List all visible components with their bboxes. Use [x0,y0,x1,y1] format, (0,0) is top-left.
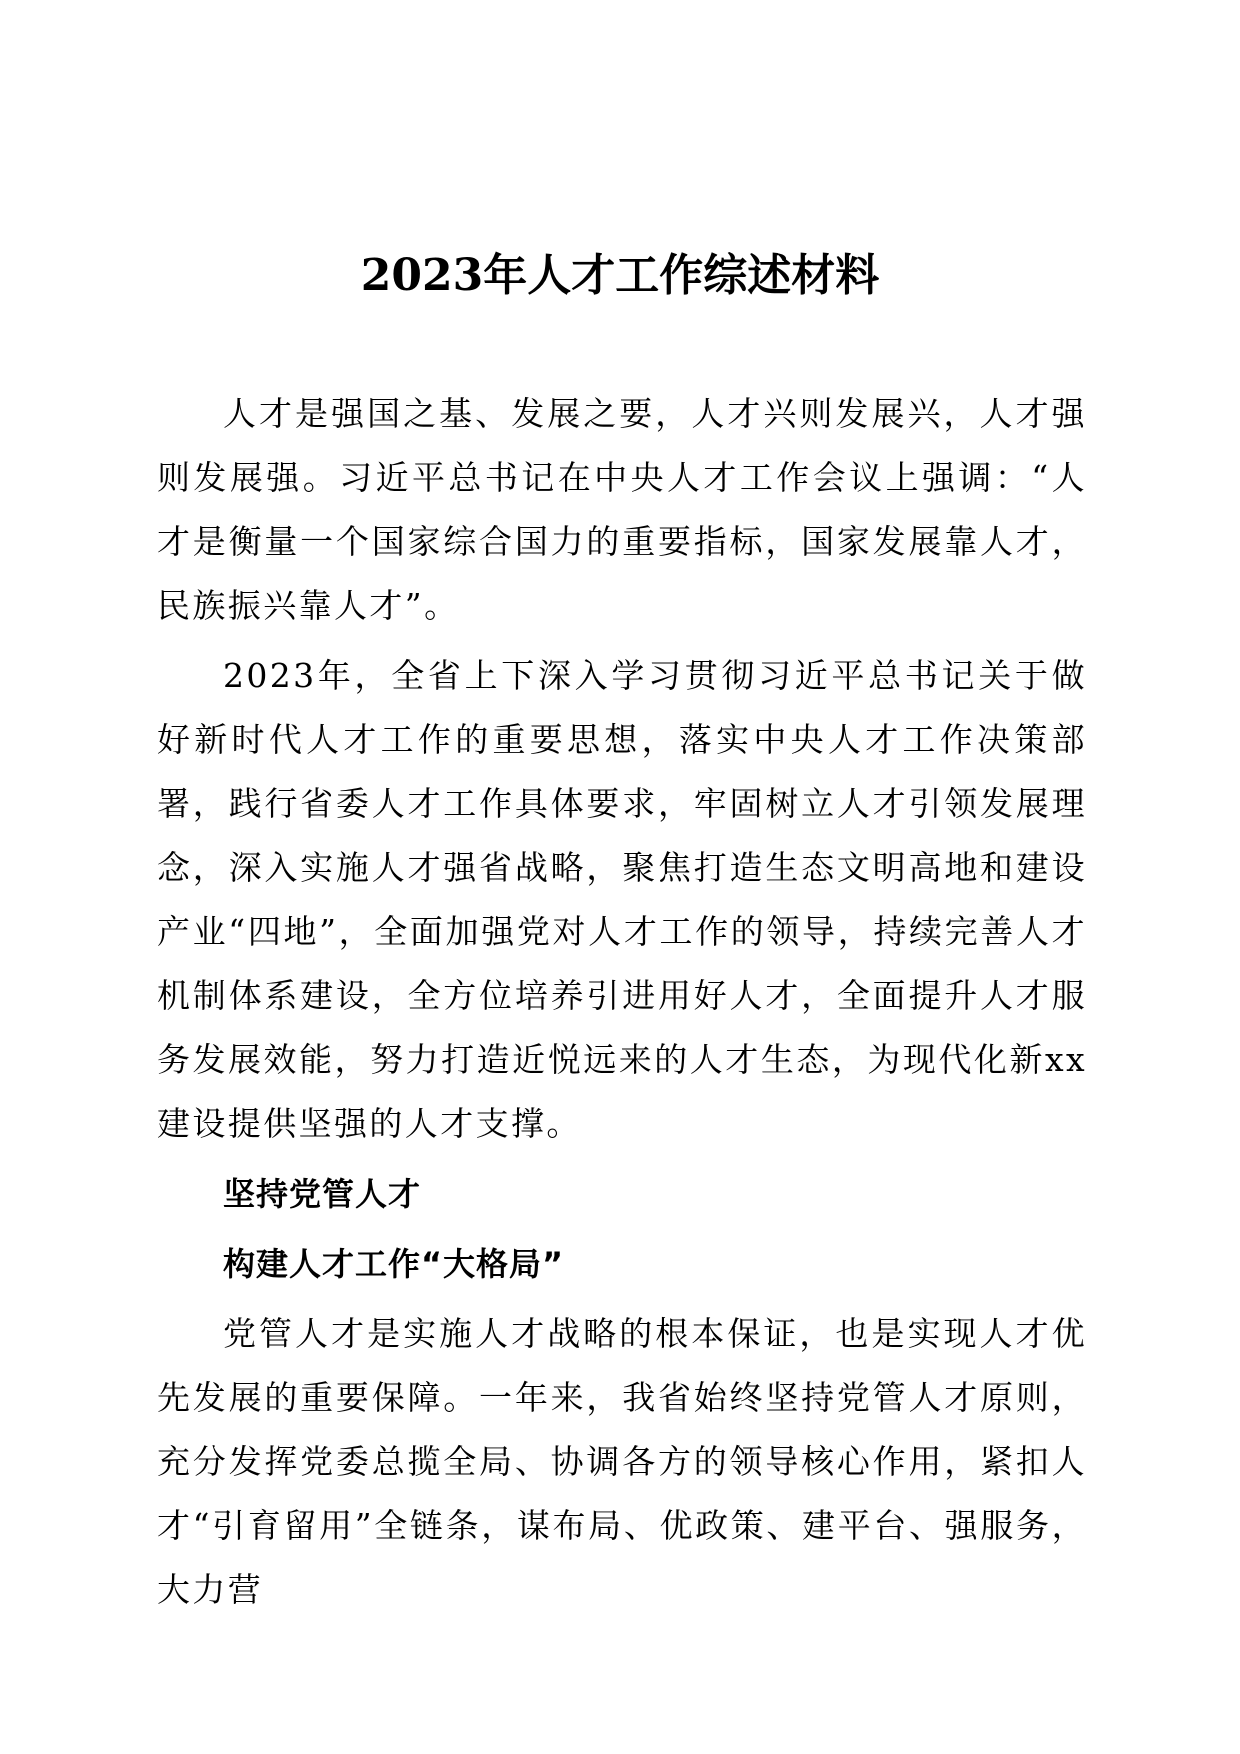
document-body [157,382,1087,1628]
section-paragraph: 党管人才是实施人才战略的根本保证，也是实现人才优先发展的重要保障。一年来，我省始终坚持党管人才原则，充分发挥党委总揽全局、协调各方的领导核心作用，紧扣人才“引育留用”全链条，谋布局、优政策、建平台、强服务，大力营 [157,1314,1087,1609]
document-title: 2023年人才工作综述材料 [360,250,880,301]
summary-paragraph: 2023年，全省上下深入学习贯彻习近平总书记关于做好新时代人才工作的重要思想，落实中央人才工作决策部署，践行省委人才工作具体要求，牢固树立人才引领发展理念，深入实施人才强省战略，聚焦打造生态文明高地和建设产业“四地”，全面加强党对人才工作的领导，持续完善人才机制体系建设，全方位培养引进用好人才，全面提升人才服务发展效能，努力打造近悦远来的人才生态，为现代化新xx建设提供坚强的人才支撑。 [157,656,1087,1143]
section-subheading: 构建人才工作“大格局” [223,1245,565,1283]
intro-paragraph: 人才是强国之基、发展之要，人才兴则发展兴，人才强则发展强。习近平总书记在中央人才工作会议上强调：“人才是衡量一个国家综合国力的重要指标，国家发展靠人才，民族振兴靠人才”。 [157,394,1087,625]
section-heading: 坚持党管人才 [223,1175,422,1213]
